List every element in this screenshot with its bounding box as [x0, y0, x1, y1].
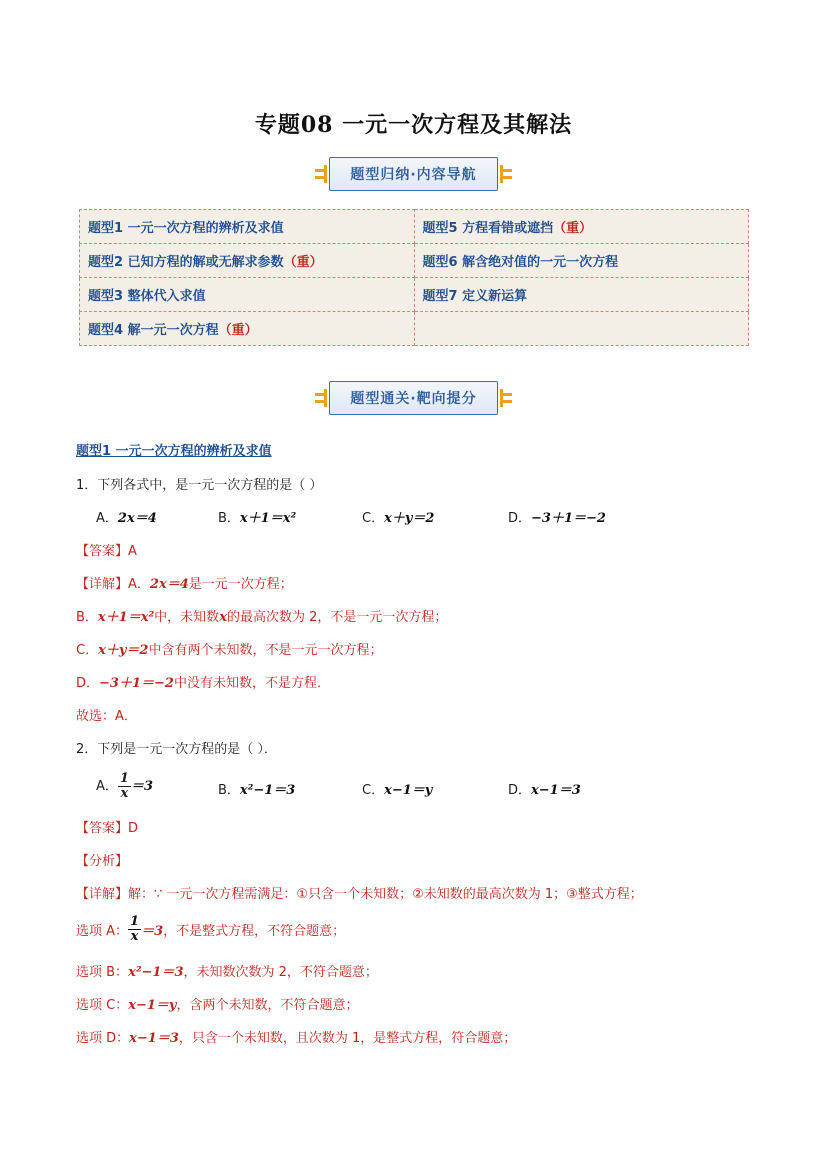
detail-prefix: A． — [128, 577, 150, 592]
question-1-stem: 1．下列各式中，是一元一次方程的是（ ） — [76, 478, 323, 493]
option-letter: A． — [96, 779, 118, 794]
answer-value: A — [128, 544, 137, 559]
nav-label: 题型3 整体代入求值 — [88, 289, 206, 304]
question-2-answer — [76, 817, 138, 836]
detail-expr: x＋y＝2 — [98, 643, 149, 658]
option-letter: C． — [362, 783, 385, 798]
nav-label: 题型1 一元一次方程的辨析及求值 — [88, 221, 284, 236]
bracket-decoration-icon — [500, 385, 512, 411]
detail-expr: x＋1＝x² — [97, 610, 155, 625]
detail-prefix: 选项 A： — [76, 923, 129, 939]
banner-label: 题型归纳·内容导航 — [329, 157, 497, 191]
question-1-conclusion: 故选：A． — [76, 709, 137, 724]
option-expr: x−1＝3 — [531, 783, 581, 798]
detail-tag: 【详解】 — [76, 577, 129, 592]
nav-label: 题型5 方程看错或遮挡 — [422, 221, 554, 236]
topic-navigation-table — [79, 209, 749, 346]
question-1-answer — [76, 540, 137, 559]
option-letter: D． — [508, 511, 532, 526]
question-1-detail-c — [76, 639, 382, 658]
detail-text: ，含两个未知数，不符合题意； — [176, 998, 359, 1013]
option-letter: C． — [362, 511, 385, 526]
bracket-decoration-icon — [500, 161, 512, 187]
detail-prefix: B． — [76, 610, 98, 625]
fraction-denominator: x — [130, 928, 139, 944]
detail-expr: x²−1＝3 — [128, 965, 184, 980]
detail-text: 中含有两个未知数，不是一元一次方程； — [148, 643, 383, 658]
question-1-detail-d — [76, 672, 330, 691]
detail-text: 中没有未知数，不是方程． — [173, 676, 330, 691]
answer-tag: 【答案】 — [76, 821, 129, 836]
nav-tag: （重） — [553, 221, 593, 236]
option-expr: x−1＝y — [384, 783, 433, 798]
option-letter: B． — [218, 511, 240, 526]
nav-cell — [80, 278, 415, 312]
answer-tag: 【答案】 — [76, 544, 129, 559]
nav-cell — [80, 312, 415, 346]
nav-cell — [80, 210, 415, 244]
fraction — [118, 772, 131, 801]
fraction-denominator: x — [120, 786, 129, 801]
detail-prefix: D． — [76, 676, 100, 691]
nav-label: 题型2 已知方程的解或无解求参数 — [88, 255, 284, 270]
banner-label: 题型通关·靶向提分 — [329, 381, 497, 415]
detail-expr: x−1＝y — [128, 998, 177, 1013]
detail-text: 是一元一次方程； — [188, 577, 293, 592]
question-1-detail-b — [76, 606, 447, 625]
question-2-option-d — [76, 1027, 516, 1046]
detail-text: ，只含一个未知数，且次数为 1，是整式方程，符合题意； — [178, 1031, 517, 1046]
option-letter: D． — [508, 783, 532, 798]
bracket-decoration-icon — [315, 161, 327, 187]
option-letter: A． — [96, 511, 118, 526]
banner-practice — [302, 380, 525, 416]
detail-tag: 【详解】 — [76, 887, 129, 902]
nav-cell — [414, 278, 749, 312]
question-1-options — [96, 507, 696, 525]
detail-expr: x−1＝3 — [129, 1031, 179, 1046]
detail-prefix: 选项 B： — [76, 965, 129, 980]
question-1-detail-a — [76, 573, 293, 592]
question-2-stem: 2．下列是一元一次方程的是（ ）． — [76, 742, 277, 757]
detail-text: 解：∵ 一元一次方程需满足：①只含一个未知数；②未知数的最高次数为 1；③整式方程； — [128, 887, 643, 902]
option-expr: x＋y＝2 — [384, 511, 435, 526]
option-expr: x²−1＝3 — [239, 783, 296, 798]
detail-expr: ＝3 — [141, 923, 164, 939]
nav-label: 题型6 解含绝对值的一元一次方程 — [422, 255, 619, 270]
detail-prefix: C． — [76, 643, 99, 658]
banner-content-navigation — [308, 156, 519, 192]
nav-cell — [414, 244, 749, 278]
option-letter: B． — [218, 783, 240, 798]
detail-text: 的最高次数为 2，不是一元一次方程； — [226, 610, 448, 625]
option-expr: x＋1＝x² — [239, 511, 297, 526]
answer-value: D — [128, 821, 139, 836]
option-expr: ＝3 — [130, 779, 153, 794]
nav-label: 题型4 解一元一次方程 — [88, 323, 219, 338]
question-2-detail-intro — [76, 883, 643, 902]
fraction — [128, 915, 141, 944]
nav-cell — [80, 244, 415, 278]
page-title: 专题08 一元一次方程及其解法 — [254, 112, 573, 138]
detail-prefix: 选项 D： — [76, 1031, 130, 1046]
detail-text: 中，未知数 — [154, 610, 220, 625]
nav-label: 题型7 定义新运算 — [422, 289, 528, 304]
option-expr: −3＋1＝−2 — [531, 511, 606, 526]
detail-text: ，未知数次数为 2，不符合题意； — [183, 965, 378, 980]
detail-prefix: 选项 C： — [76, 998, 129, 1013]
fraction-numerator: 1 — [130, 913, 140, 929]
detail-expr: 2x＝4 — [149, 577, 189, 592]
option-expr: 2x＝4 — [117, 511, 157, 526]
nav-tag: （重） — [283, 255, 323, 270]
detail-text: ，不是整式方程，不符合题意； — [163, 923, 346, 939]
detail-expr: x — [219, 610, 227, 625]
question-2-option-a — [76, 912, 345, 946]
question-2-option-b — [76, 961, 378, 980]
nav-cell — [414, 312, 749, 346]
nav-cell — [414, 210, 749, 244]
question-2-options — [96, 768, 696, 804]
detail-expr: −3＋1＝−2 — [99, 676, 174, 691]
section-heading: 题型1 一元一次方程的辨析及求值 — [76, 444, 272, 459]
question-2-analysis-tag: 【分析】 — [76, 854, 129, 869]
question-2-option-c — [76, 994, 358, 1013]
nav-tag: （重） — [218, 323, 258, 338]
bracket-decoration-icon — [315, 385, 327, 411]
fraction-numerator: 1 — [119, 771, 129, 786]
